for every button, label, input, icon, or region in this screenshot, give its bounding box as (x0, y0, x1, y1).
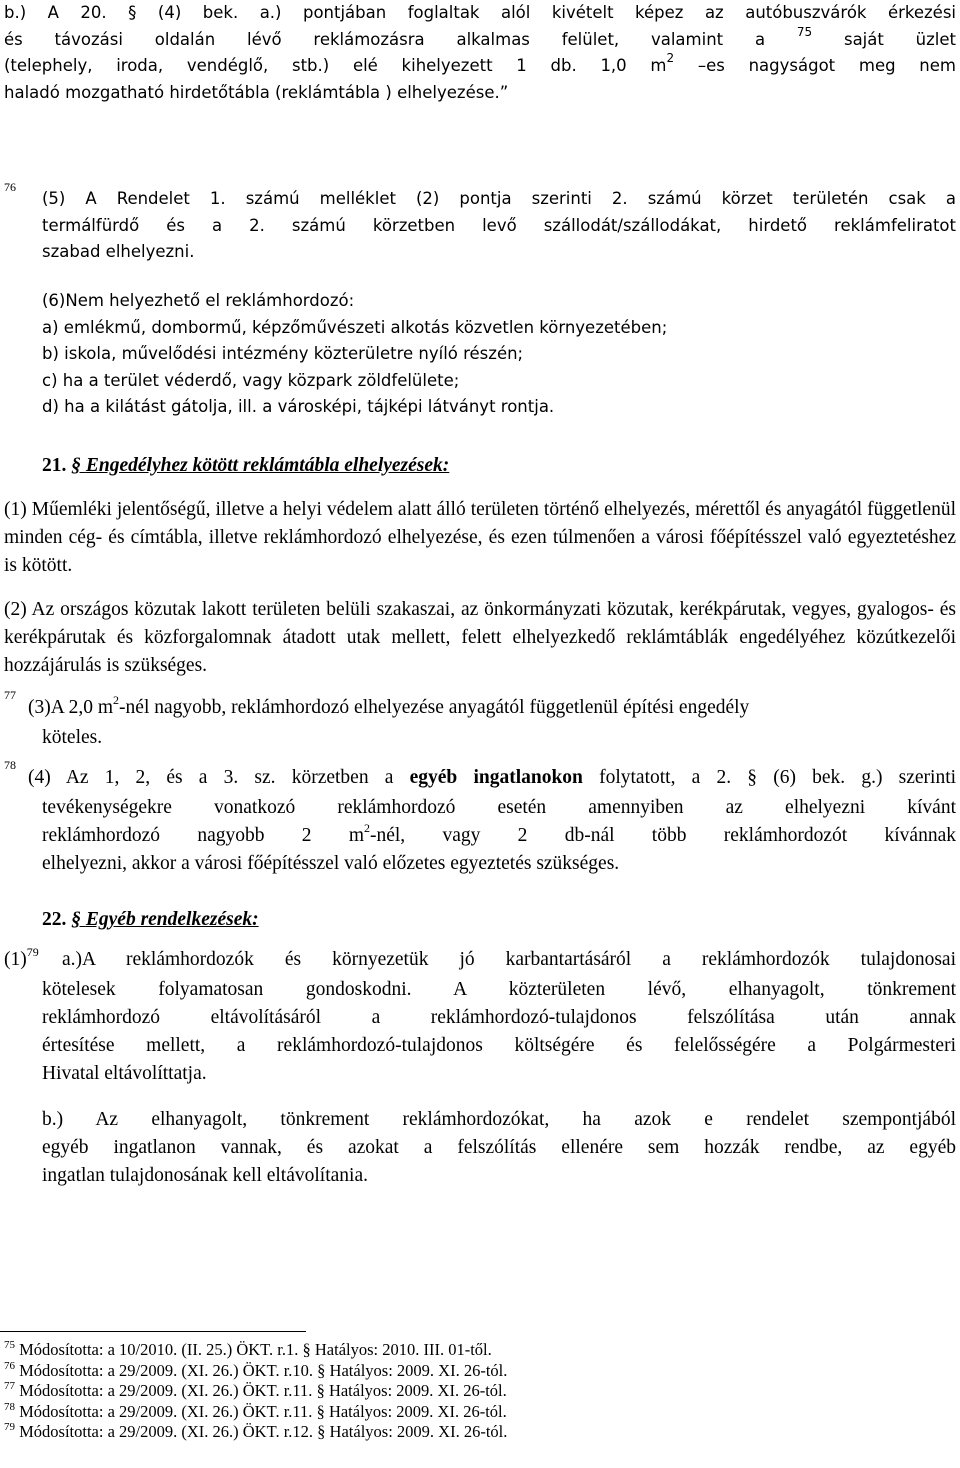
para-4-line-4: elhelyezni, akkor a városi főépítésszel való előzetes egyeztetés szükséges. (42, 853, 620, 874)
para-22-b-line-1: b.) Az elhanyagolt, tönkrement reklámhordozókat, ha azok e rendelet szempontjából (42, 1109, 956, 1130)
para-5-line-2: termálfürdő és a 2. számú körzetben levő szállodát/szállodákat, hirdető reklámfeliratot (42, 215, 956, 235)
para-22-1-line-5: Hivatal eltávolíttatja. (42, 1063, 207, 1084)
para-6-item-a: a) emlékmű, dombormű, képzőművészeti alkotás közvetlen környezetében; (42, 317, 668, 337)
section-22-para-1-rest (42, 976, 956, 1088)
footnotes (4, 1340, 507, 1443)
section-21-para-4-line-1: (4) Az 1, 2, és a 3. sz. körzetben a egyéb ingatlanokon folytatott, a 2. § (6) bek. g.) szerinti (28, 767, 957, 788)
section-21-para-4-rest (42, 794, 956, 878)
para-22-1-line-4: értesítése mellett, a reklámhordozó-tulajdonos költségére és felelősségére a Polgármesteri (42, 1035, 956, 1056)
section-21-para-3-line-2: köteles. (42, 727, 103, 748)
footnote-ref-78[interactable]: 78 (4, 758, 16, 772)
section-21-para-2: (2) Az országos közutak lakott területen belüli szakaszai, az önkormányzati közutak, kerékpárutak, vegyes, gyalogos- és kerékpárutak és közforgalomnak átadott utak mellett, felett elhelyezkedő reklámtáblák engedélyéhez közútkezelői hozzájárulás is szükséges. (4, 599, 956, 676)
section-22-para-b (42, 1106, 956, 1190)
section-22-para-1-line-1: a.)A reklámhordozók és környezetük jó karbantartásáról a reklámhordozók tulajdonosai (62, 949, 956, 970)
paragraph-5 (42, 186, 956, 266)
para-6-item-c: c) ha a terület véderdő, vagy közpark zöldfelülete; (42, 370, 460, 390)
para-6-intro: (6)Nem helyezhető el reklámhordozó: (42, 291, 355, 310)
para-4-line-3: reklámhordozó nagyobb 2 $m^2$-nél, vagy 2 db-nál több reklámhordozót kívánnak (42, 821, 956, 846)
section-22-para-1-prefix: (1)$^{79}$ (4, 945, 39, 970)
para-b-line-3: (telephely, iroda, vendéglő, stb.) elé kihelyezett 1 db. 1,0 $m^2$ –es nagyságot meg nem (4, 51, 956, 75)
para-b-line-4: haladó mozgatható hirdetőtábla (reklámtábla ) elhelyezése.” (4, 82, 509, 102)
section-21-heading: 21. § Engedélyhez kötött reklámtábla elhelyezések: (42, 455, 450, 476)
footnote-77: $^{77}$ Módosította: a 29/2009. (XI. 26.) ÖKT. r.11. § Hatályos: 2009. XI. 26-tól. (4, 1380, 507, 1400)
footnote-separator (0, 1331, 306, 1332)
footnote-ref-79[interactable]: 79 (26, 945, 39, 959)
section-21-para-3 (28, 694, 956, 722)
para-b-line-1: b.) A 20. § (4) bek. a.) pontjában foglaltak alól kivételt képez az autóbuszvárók érkezési (4, 3, 957, 22)
para-4-line-2: tevékenységekre vonatkozó reklámhordozó esetén amennyiben az elhelyezni kívánt (42, 797, 956, 818)
para-22-1-line-2: kötelesek folyamatosan gondoskodni. A közterületen lévő, elhanyagolt, tönkrement (42, 979, 956, 1000)
footnote-79: $^{79}$ Módosította: a 29/2009. (XI. 26.) ÖKT. r.12. § Hatályos: 2009. XI. 26-tól. (4, 1421, 508, 1441)
para-3-line-1: (3)A 2,0 $m^2$-nél nagyobb, reklámhordozó elhelyezése anyagától függetlenül építési engedély (28, 693, 750, 718)
footnote-78: $^{78}$ Módosította: a 29/2009. (XI. 26.) ÖKT. r.11. § Hatályos: 2009. XI. 26-tól. (4, 1400, 507, 1421)
paragraph-b (4, 0, 956, 106)
footnote-ref-75[interactable]: 75 (796, 24, 813, 39)
section-22-heading: 22. § Egyéb rendelkezések: (42, 909, 259, 930)
footnote-76: $^{76}$ Módosította: a 29/2009. (XI. 26.) ÖKT. r.10. § Hatályos: 2009. XI. 26-tól. (4, 1359, 508, 1380)
para-22-b-line-2: egyéb ingatlanon vannak, és azokat a felszólítás ellenére sem hozzák rendbe, az egyéb (42, 1137, 956, 1158)
para-5-line-3: szabad elhelyezni. (42, 242, 195, 261)
para-22-b-line-3: ingatlan tulajdonosának kell eltávolítania. (42, 1165, 368, 1186)
para-b-line-2: és távozási oldalán lévő reklámozásra alkalmas felület, valamint a $^{75}$ saját üzlet (4, 24, 956, 49)
para-5-line-1: (5) A Rendelet 1. számú melléklet (2) pontja szerinti 2. számú körzet területén csak a (42, 189, 956, 208)
para-6-item-d: d) ha a kilátást gátolja, ill. a városképi, tájképi látványt rontja. (42, 397, 555, 416)
paragraph-6 (42, 288, 956, 421)
para-22-1-line-3: reklámhordozó eltávolításáról a reklámhordozó-tulajdonos felszólítása után annak (42, 1007, 956, 1028)
footnote-ref-77[interactable]: 77 (4, 688, 16, 702)
footnote-75: $^{75}$ Módosította: a 10/2010. (II. 25.) ÖKT. r.1. § Hatályos: 2010. III. 01-től. (4, 1339, 492, 1359)
section-21-para-1: (1) Műemléki jelentőségű, illetve a helyi védelem alatt álló területen történő elhelyezés, mérettől és anyagától függetlenül minden cég- és címtábla, illetve reklámhordozó elhelyezése, és ezen túlmenően a városi főépítésszel való egyeztetéshez is kötött. (4, 499, 956, 576)
footnote-ref-76[interactable]: 76 (4, 180, 16, 194)
para-6-item-b: b) iskola, művelődési intézmény közterületre nyíló részén; (42, 344, 524, 363)
